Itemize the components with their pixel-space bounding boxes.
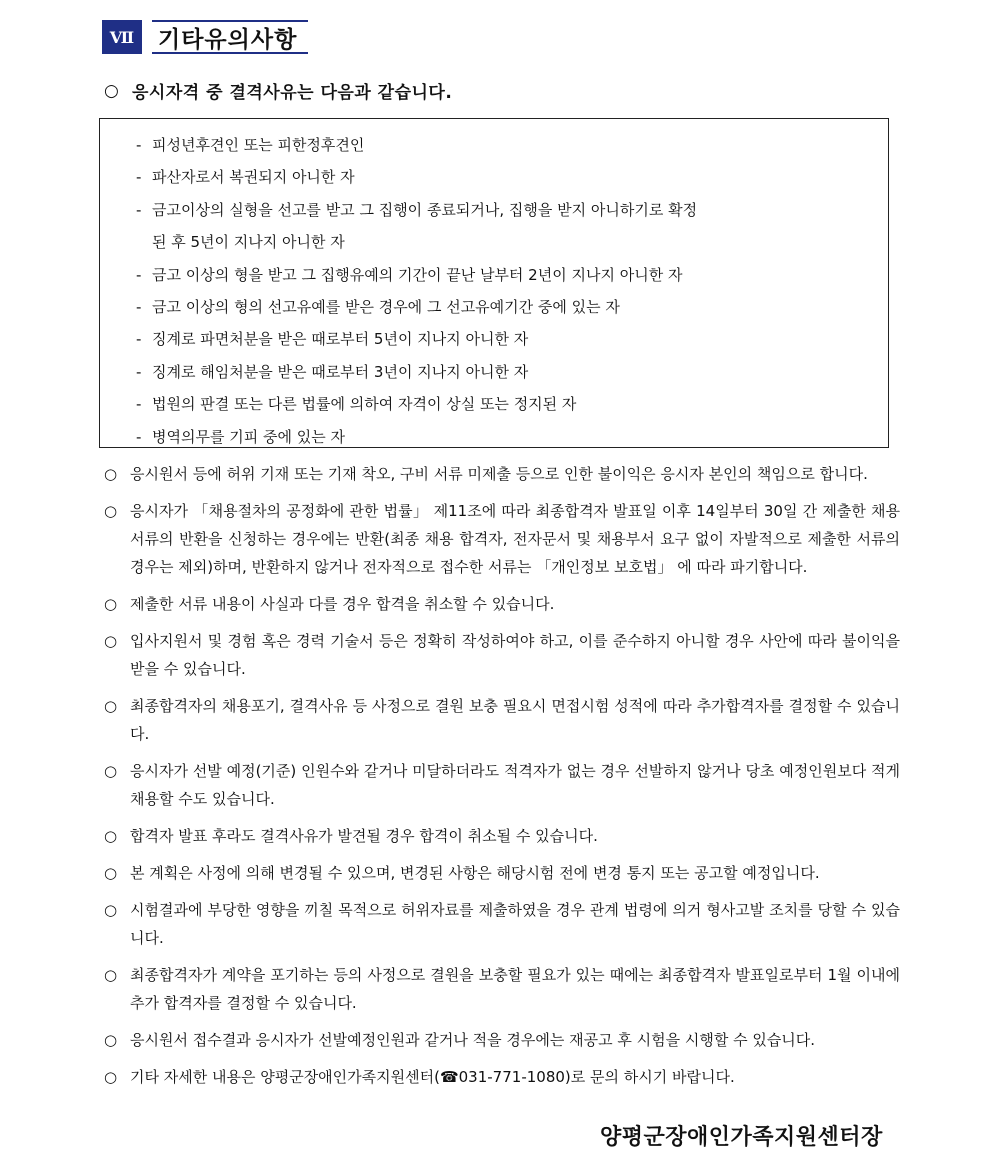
indent-spacer [136,226,152,258]
section-header [102,20,308,54]
list-item-text: 법원의 판결 또는 다른 법률에 의하여 자격이 상실 또는 정지된 자 [152,395,577,414]
notice-item [104,497,900,581]
list-item [136,194,872,226]
list-item-text: 금고 이상의 형의 선고유예를 받은 경우에 그 선고유예기간 중에 있는 자 [152,298,620,317]
circle-bullet-icon: ○ [104,1068,118,1086]
list-item-text: 병역의무를 기피 중에 있는 자 [152,427,345,446]
list-item [136,259,872,291]
notice-item [104,822,900,850]
list-item-text: 금고이상의 실형을 선고를 받고 그 집행이 종료되거나, 집행을 받지 아니하기로 확정 [152,200,698,219]
notice-text: 응시원서 접수결과 응시자가 선발예정인원과 같거나 적을 경우에는 재공고 후 시험을 시행할 수 있습니다. [130,1031,816,1049]
list-item-text: 된 후 5년이 지나지 아니한 자 [152,233,345,252]
list-item [136,356,872,388]
notice-list [104,460,900,1091]
notice-item [104,590,900,618]
list-item-text: 피성년후견인 또는 피한정후견인 [152,136,365,154]
notice-text: 최종합격자가 계약을 포기하는 등의 사정으로 결원을 보충할 필요가 있는 때에는 최종합격자 발표일로부터 1월 이내에 추가 합격자를 결정할 수 있습니다. [130,966,900,1012]
list-item [136,161,872,193]
circle-bullet-icon: ○ [104,697,118,715]
circle-bullet-icon: ○ [104,80,120,101]
circle-bullet-icon: ○ [104,966,118,984]
circle-bullet-icon: ○ [104,632,118,650]
notice-text: 응시자가 「채용절차의 공정화에 관한 법률」 제11조에 따라 최종합격자 발표일 이후 14일부터 30일 간 제출한 채용서류의 반환을 신청하는 경우에는 반환(최종 채용 합격자, 전자문서 및 채용부서 요구 없이 자발적으로 제출한 서류의 경우는 제외)하며, 반환하지 않거나 전자적으로 접수한 서류는 「개인정보 보호법」 에 따라 파기합니다. [130,502,900,576]
list-item [136,421,872,453]
notice-item [104,961,900,1017]
circle-bullet-icon: ○ [104,827,118,845]
dash-bullet: - [136,298,142,317]
notice-item [104,627,900,683]
list-item [136,323,872,355]
notice-text: 응시자가 선발 예정(기준) 인원수와 같거나 미달하더라도 적격자가 없는 경우 선발하지 않거나 당초 예정인원보다 적게 채용할 수도 있습니다. [130,762,900,808]
notice-text: 기타 자세한 내용은 양평군장애인가족지원센터(☎031-771-1080)로 문의 하시기 바랍니다. [130,1068,735,1086]
notice-item [104,692,900,748]
list-item-text: 파산자로서 복권되지 아니한 자 [152,168,355,187]
intro-text: 응시자격 중 결격사유는 다음과 같습니다. [132,83,453,103]
notice-text: 제출한 서류 내용이 사실과 다를 경우 합격을 취소할 수 있습니다. [130,595,555,613]
circle-bullet-icon: ○ [104,762,118,780]
section-title: 기타유의사항 [152,20,308,54]
list-item [136,291,872,323]
notice-text: 응시원서 등에 허위 기재 또는 기재 착오, 구비 서류 미제출 등으로 인한 불이익은 응시자 본인의 책임으로 합니다. [130,465,868,483]
circle-bullet-icon: ○ [104,465,118,483]
notice-item [104,859,900,887]
disqualification-box [99,118,889,448]
circle-bullet-icon: ○ [104,595,118,613]
dash-bullet: - [136,395,142,414]
disqualification-list [136,129,872,453]
dash-bullet: - [136,362,142,381]
notice-text: 합격자 발표 후라도 결격사유가 발견될 경우 합격이 취소될 수 있습니다. [130,827,598,845]
circle-bullet-icon: ○ [104,502,118,520]
list-item [136,129,872,161]
issuer-signature: 양평군장애인가족지원센터장 [600,1125,883,1150]
notice-item [104,1063,900,1091]
notice-item [104,757,900,813]
dash-bullet: - [136,427,142,446]
dash-bullet: - [136,200,142,219]
circle-bullet-icon: ○ [104,901,118,919]
list-item-text: 징계로 해임처분을 받은 때로부터 3년이 지나지 아니한 자 [152,362,529,381]
dash-bullet: - [136,136,142,154]
list-item [136,388,872,420]
notice-text: 최종합격자의 채용포기, 결격사유 등 사정으로 결원 보충 필요시 면접시험 성적에 따라 추가합격자를 결정할 수 있습니다. [130,697,900,743]
notice-text: 입사지원서 및 경험 혹은 경력 기술서 등은 정확히 작성하여야 하고, 이를 준수하지 아니할 경우 사안에 따라 불이익을 받을 수 있습니다. [130,632,900,678]
list-item-continuation [136,226,872,258]
notice-item [104,460,900,488]
notice-item [104,896,900,952]
dash-bullet: - [136,330,142,349]
section-number-badge: Ⅶ [102,20,142,54]
dash-bullet: - [136,265,142,284]
circle-bullet-icon: ○ [104,1031,118,1049]
circle-bullet-icon: ○ [104,864,118,882]
notice-text: 본 계획은 사정에 의해 변경될 수 있으며, 변경된 사항은 해당시험 전에 변경 통지 또는 공고할 예정입니다. [130,864,820,882]
disqualification-intro [104,78,452,103]
list-item-text: 징계로 파면처분을 받은 때로부터 5년이 지나지 아니한 자 [152,330,529,349]
list-item-text: 금고 이상의 형을 받고 그 집행유예의 기간이 끝난 날부터 2년이 지나지 아니한 자 [152,265,683,284]
notice-item [104,1026,900,1054]
dash-bullet: - [136,168,142,187]
notice-text: 시험결과에 부당한 영향을 끼칠 목적으로 허위자료를 제출하였을 경우 관계 법령에 의거 형사고발 조치를 당할 수 있습니다. [130,901,900,947]
